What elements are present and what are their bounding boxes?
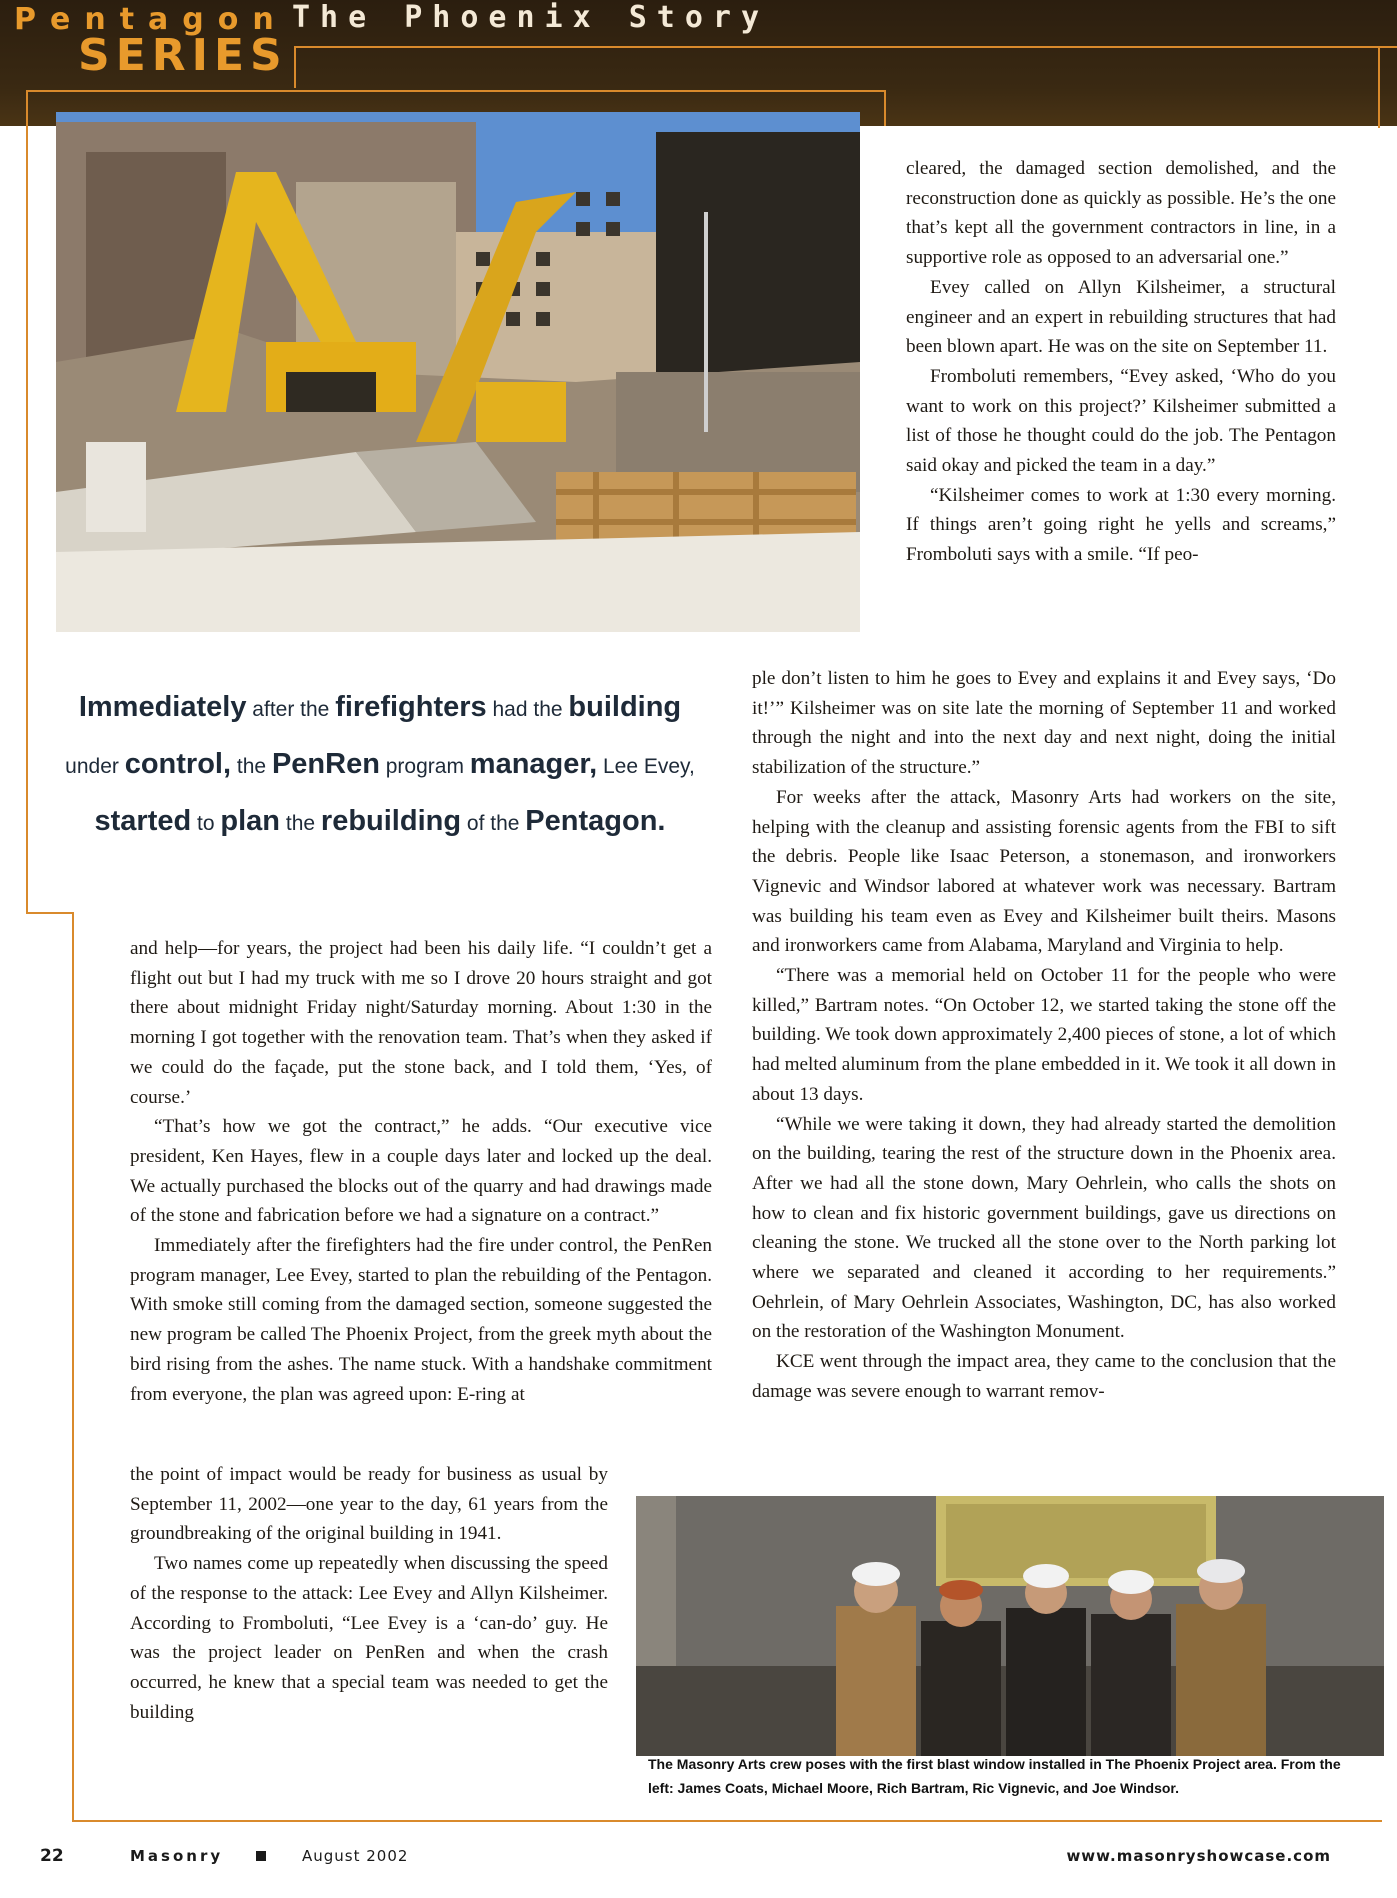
paragraph: “Kilsheimer comes to work at 1:30 every morning. If things aren’t going right he yells and screams,” Fromboluti says with a smile. “If peo- — [906, 484, 1336, 566]
photo-caption: The Masonry Arts crew poses with the first blast window installed in The Phoenix Project area. From the left: James Coats, Michael Moore, Rich Bartram, Ric Vignevic, and Joe Windsor. — [648, 1756, 1341, 1796]
article-column-right — [906, 154, 1336, 570]
masonry-crew-photo — [636, 1496, 1384, 1756]
article-column-left — [130, 934, 712, 1409]
frame-right-rule — [884, 90, 886, 126]
right-edge-rule — [1378, 46, 1380, 128]
bottom-rule — [72, 1820, 1382, 1822]
masonry-crew-illustration — [636, 1496, 1384, 1756]
paragraph: KCE went through the impact area, they came to the conclusion that the damage was severe enough to warrant remov- — [752, 1351, 1336, 1402]
paragraph: ple don’t listen to him he goes to Evey and explains it and Evey says, ‘Do it!’” Kilsheimer was on site late the morning of September 11 and worked through the night and into the next day and next night, doing the initial stabilization of the structure.” — [752, 668, 1336, 779]
construction-site-illustration — [56, 112, 860, 632]
website-url[interactable]: www.masonryshowcase.com — [1066, 1847, 1331, 1865]
article-column-right-wide — [752, 664, 1336, 1407]
issue-date: August 2002 — [302, 1847, 409, 1865]
header-rule — [296, 46, 1397, 48]
frame-mid-rule — [26, 912, 74, 914]
page-number: 22 — [40, 1846, 64, 1866]
pull-quote: Immediately after the firefighters had the building under control, the PenRen program manager, Lee Evey, started to plan the rebuilding of the Pentagon. — [65, 691, 695, 837]
paragraph: Two names come up repeatedly when discussing the speed of the response to the attack: Lee Evey and Allyn Kilsheimer. According to Fromboluti, “Lee Evey is a ‘can-do’ guy. He was the project leader on PenRen and when the crash occurred, he knew that a special team was needed to get the building — [130, 1553, 608, 1723]
article-column-left-narrow — [130, 1460, 608, 1727]
magazine-name: Masonry — [130, 1847, 224, 1865]
column-left-rule — [72, 912, 74, 1822]
square-bullet-icon — [256, 1851, 266, 1861]
paragraph: “While we were taking it down, they had already started the demolition on the building, tearing the rest of the structure down in the Phoenix area. After we had all the stone down, Mary Oehrlein, who calls the shots on how to clean and fix historic government buildings, gave us directions on cleaning the stone. We trucked all the stone over to the North parking lot where we separated and cleaned it according to her requirements.” Oehrlein, of Mary Oehrlein Associates, Washington, DC, has also worked on the restoration of the Washington Monument. — [752, 1113, 1336, 1343]
frame-top-rule — [26, 90, 886, 92]
paragraph: “There was a memorial held on October 11 for the people who were killed,” Bartram notes. “On October 12, we started taking the stone off the building. We took down approximately 2,400 pieces of stone, a lot of which had melted aluminum from the plane embedded in it. We took it all down in about 13 days. — [752, 965, 1336, 1105]
paragraph: Evey called on Allyn Kilsheimer, a structural engineer and an expert in rebuilding structures that had been blown apart. He was on the site on September 11. — [906, 276, 1336, 358]
paragraph: cleared, the damaged section demolished, and the reconstruction done as quickly as possible. He’s the one that’s kept all the government contractors in line, in a supportive role as opposed to an adversarial one.” — [906, 158, 1336, 269]
paragraph: For weeks after the attack, Masonry Arts had workers on the site, helping with the cleanup and assisting forensic agents from the FBI to sift the debris. People like Isaac Peterson, a stonemason, and ironworkers Vignevic and Windsor labored at whatever work was necessary. Bartram was building his team even as Evey and Kilsheimer built theirs. Masons and ironworkers came from Alabama, Maryland and Virginia to help. — [752, 786, 1336, 957]
paragraph: Fromboluti remembers, “Evey asked, ‘Who do you want to work on this project?’ Kilsheimer submitted a list of those he thought could do the job. The Pentagon said okay and picked the team in a day.” — [906, 365, 1336, 477]
paragraph: “That’s how we got the contract,” he adds. “Our executive vice president, Ken Hayes, flew in a couple days later and locked up the deal. We actually purchased the blocks out of the quarry and had drawings made of the stone and fabrication before we had a signature on a contract.” — [130, 1116, 712, 1227]
paragraph: and help—for years, the project had been his daily life. “I couldn’t get a flight out but I had my truck with me so I drove 20 hours straight and got there about midnight Friday night/Saturday morning. About 1:30 in the morning I got together with the renovation team. That’s when they asked if we could do the façade, put the stone back, and I told them, ‘Yes, of course.’ — [130, 938, 712, 1108]
paragraph: the point of impact would be ready for business as usual by September 11, 2002—one year to the day, 61 years from the groundbreaking of the original building in 1941. — [130, 1464, 608, 1545]
frame-left-rule — [26, 90, 28, 914]
series-label: SERIES — [78, 30, 288, 81]
paragraph: Immediately after the firefighters had the fire under control, the PenRen program manager, Lee Evey, started to plan the rebuilding of the Pentagon. With smoke still coming from the damaged section, someone suggested the new program be called The Phoenix Project, from the greek myth about the bird rising from the ashes. The name stuck. With a handshake commitment from everyone, the plan was agreed upon: E-ring at — [130, 1235, 712, 1405]
construction-site-photo — [56, 112, 860, 632]
page-footer — [0, 1842, 1397, 1872]
story-title: The Phoenix Story — [292, 0, 770, 35]
series-word: Pentagon — [14, 2, 288, 37]
header-rule-divider — [294, 46, 296, 88]
